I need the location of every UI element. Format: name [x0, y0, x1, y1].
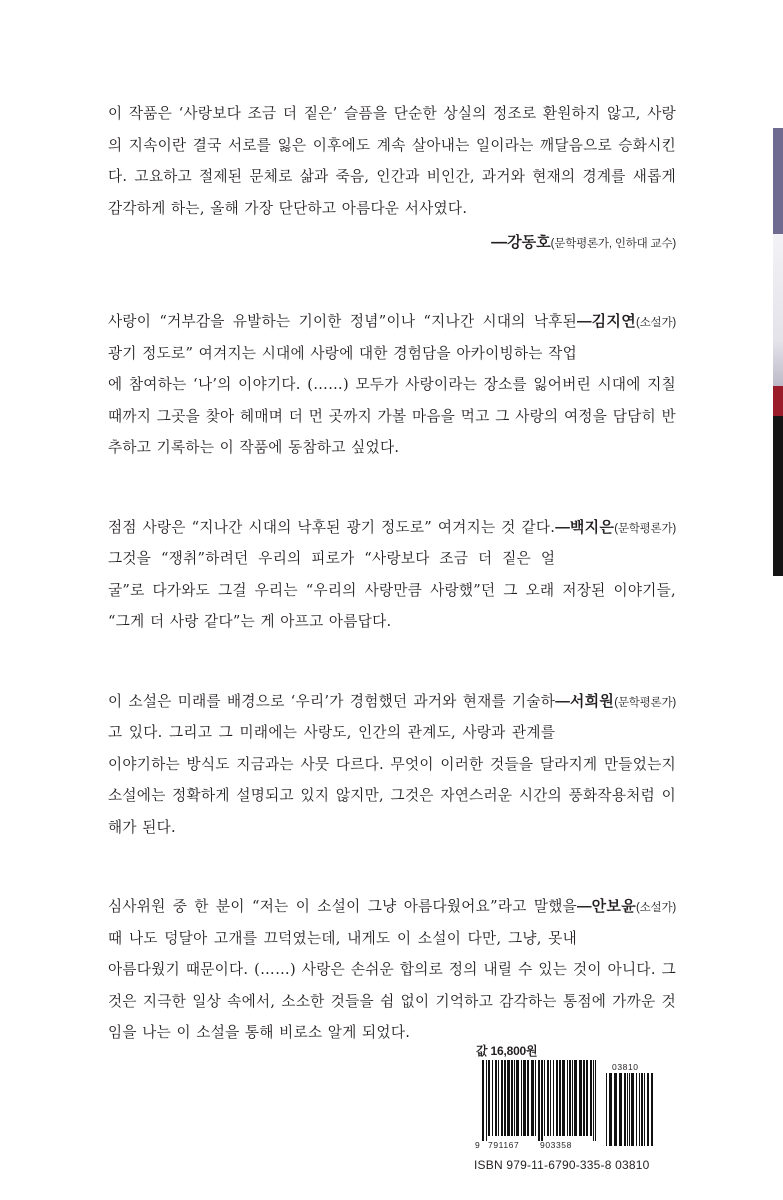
- barcode-bar: [636, 1073, 637, 1146]
- review-text-with-attribution: [108, 512, 676, 638]
- reviewer-name: 김지연: [591, 313, 636, 330]
- barcode-bar: [527, 1060, 529, 1136]
- barcode-bar: [644, 1073, 645, 1146]
- barcode-bar: [501, 1060, 503, 1136]
- review-attribution: [577, 891, 676, 925]
- barcode-bar: [492, 1060, 493, 1136]
- barcode-bar: [593, 1060, 594, 1141]
- review-text-with-attribution: [108, 686, 676, 844]
- review-text-with-attribution: [108, 891, 676, 1049]
- barcode-bar: [504, 1060, 506, 1136]
- barcode-bar: [562, 1060, 565, 1136]
- barcode-bar: [514, 1060, 515, 1136]
- reviewer-role: (문학평론가): [614, 522, 676, 535]
- review-text: 심사위원 중 한 분이 “저는 이 소설이 그냥 아름다웠어요”라고 말했을 때 나도 덩달아 고개를 끄덕였는데, 내게도 이 소설이 다만, 그냥, 못내 아름다웠기 때문이다. (……) 사랑은 손쉬운 합의로 정의 내릴 수 있는 것이 아니다. 그것은 지극한 일상 속에서, 소소한 것들을 쉼 없이 기억하고 감각하는 통점에 가까운 것임을 나는 이 소설을 통해 비로소 알게 되었다.: [108, 898, 676, 1041]
- barcode-bar: [556, 1060, 558, 1136]
- barcode-area: [466, 1042, 666, 1172]
- review-2: [108, 306, 676, 464]
- barcode-bar: [507, 1060, 510, 1136]
- reviewer-role: (소설가): [636, 902, 676, 914]
- barcode-addon-digits: 03810: [612, 1062, 639, 1072]
- review-attribution: [108, 228, 676, 258]
- reviewer-name: 안보윤: [591, 898, 636, 915]
- barcode-bar: [544, 1060, 545, 1136]
- barcode-bar: [583, 1060, 585, 1136]
- barcode-bar: [535, 1060, 536, 1136]
- barcode-bar: [579, 1060, 582, 1136]
- review-5: [108, 891, 676, 1049]
- barcode-bar: [538, 1060, 540, 1141]
- attribution-dash: —: [577, 314, 590, 330]
- barcode-bars: [474, 1060, 656, 1146]
- reviewer-role: (문학평론가, 인하대 교수): [550, 238, 676, 250]
- cover-edge-light: [773, 234, 783, 386]
- reviewer-role: (소설가): [636, 317, 676, 329]
- review-text-with-attribution: [108, 306, 676, 464]
- barcode-bar: [553, 1060, 554, 1136]
- reviewer-name: 강동호: [507, 234, 551, 251]
- cover-edge-purple: [773, 128, 783, 234]
- barcode-bar: [639, 1073, 640, 1146]
- barcode-digits-right: 903358: [540, 1140, 572, 1150]
- barcode-bar: [559, 1060, 561, 1136]
- cover-edge-red: [773, 386, 783, 416]
- barcode-bar: [609, 1073, 612, 1146]
- barcode-digit-first: 9: [475, 1140, 481, 1150]
- barcode-bar: [614, 1073, 617, 1146]
- reviewer-role: (문학평론가): [614, 696, 676, 709]
- barcode-bar: [619, 1073, 622, 1146]
- barcode-bar: [586, 1060, 588, 1136]
- attribution-dash: —: [491, 234, 506, 251]
- barcode-bar: [531, 1060, 534, 1136]
- review-attribution: [555, 512, 676, 546]
- reviewer-name: 백지은: [569, 518, 615, 536]
- barcode-bar: [482, 1060, 484, 1141]
- barcode-bar: [498, 1060, 499, 1136]
- review-attribution: [555, 686, 676, 720]
- barcode-bar: [590, 1060, 592, 1136]
- barcode-bar: [629, 1073, 630, 1146]
- barcode-bar: [547, 1060, 549, 1136]
- barcode-bar: [631, 1073, 634, 1146]
- barcode-bar: [624, 1073, 626, 1146]
- barcode-bar: [572, 1060, 573, 1136]
- cover-edge-black: [773, 416, 783, 576]
- review-text: 이 작품은 ‘사랑보다 조금 더 짙은’ 슬픔을 단순한 상실의 정조로 환원하지 않고, 사랑의 지속이란 결국 서로를 잃은 이후에도 계속 살아내는 일이라는 깨달음으로 승화시킨다. 고요하고 절제된 문체로 삶과 죽음, 인간과 비인간, 과거와 현재의 경계를 새롭게 감각하게 하는, 올해 가장 단단하고 아름다운 서사였다.: [108, 105, 676, 217]
- barcode-bar: [627, 1073, 628, 1146]
- isbn-barcode: [474, 1060, 656, 1155]
- barcode-bar: [495, 1060, 497, 1136]
- attribution-dash: —: [555, 693, 568, 710]
- review-text: 사랑이 “거부감을 유발하는 기이한 정념”이나 “지나간 시대의 낙후된 광기 정도로” 여겨지는 시대에 사랑에 대한 경험담을 아카이빙하는 작업에 참여하는 ‘나’의 이야기다. (……) 모두가 사랑이라는 장소를 잃어버린 시대에 지칠 때까지 그곳을 찾아 헤매며 더 먼 곳까지 가볼 마음을 먹고 그 사랑의 여정을 담담히 반추하고 기록하는 이 작품에 동참하고 싶었다.: [108, 313, 676, 456]
- barcode-bar: [641, 1073, 643, 1146]
- barcode-bar: [541, 1060, 543, 1141]
- barcode-bar: [516, 1060, 519, 1136]
- review-1: [108, 98, 676, 258]
- reviewer-name: 서희원: [569, 692, 615, 710]
- attribution-dash: —: [577, 899, 590, 915]
- barcode-bar: [606, 1073, 607, 1146]
- barcode-bar: [567, 1060, 568, 1136]
- barcode-digits-left: 791167: [488, 1140, 520, 1150]
- barcode-bar: [523, 1060, 526, 1136]
- review-attribution: [577, 306, 676, 340]
- barcode-bar: [574, 1060, 577, 1136]
- price-label: 값 16,800원: [476, 1044, 538, 1058]
- review-3: [108, 512, 676, 638]
- review-text: 점점 사랑은 “지나간 시대의 낙후된 광기 정도로” 여겨지는 것 같다. 그것을 “쟁취”하려던 우리의 피로가 “사랑보다 조금 더 짙은 얼굴”로 다가와도 그걸 우리는 “우리의 사랑만큼 사랑했”던 그 오래 저장된 이야기들, “그게 더 사랑 같다”는 게 아프고 아름답다.: [108, 518, 676, 630]
- attribution-dash: —: [555, 519, 568, 536]
- barcode-bar: [486, 1060, 487, 1141]
- review-4: [108, 686, 676, 844]
- barcode-bar: [651, 1073, 653, 1146]
- review-text: 이 소설은 미래를 배경으로 ‘우리’가 경험했던 과거와 현재를 기술하고 있다. 그리고 그 미래에는 사랑도, 인간의 관계도, 사랑과 관계를 이야기하는 방식도 지금과는 사뭇 다르다. 무엇이 이러한 것들을 달라지게 만들었는지 소설에는 정확하게 설명되고 있지 않지만, 그것은 자연스러운 시간의 풍화작용처럼 이해가 된다.: [108, 692, 676, 836]
- isbn-number: ISBN 979-11-6790-335-8 03810: [474, 1158, 650, 1172]
- barcode-bar: [488, 1060, 490, 1136]
- barcode-bar: [521, 1060, 522, 1136]
- reviews-section: [108, 98, 676, 1097]
- barcode-bar: [569, 1060, 571, 1136]
- barcode-bar: [550, 1060, 551, 1136]
- barcode-bar: [647, 1073, 649, 1146]
- barcode-bar: [511, 1060, 513, 1136]
- barcode-bar: [595, 1060, 596, 1141]
